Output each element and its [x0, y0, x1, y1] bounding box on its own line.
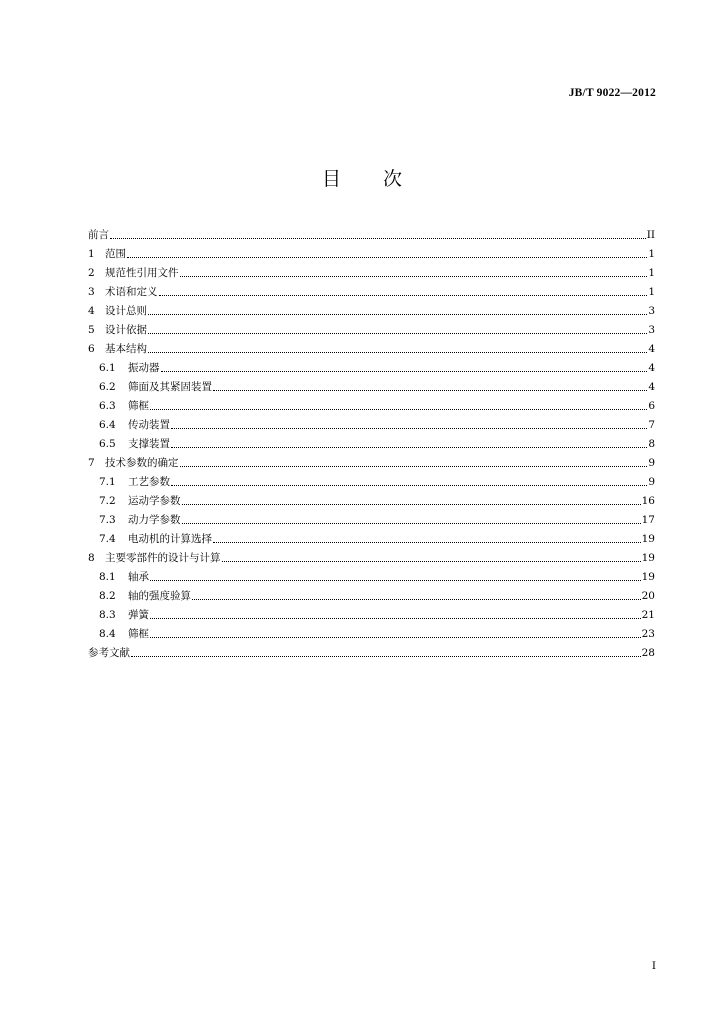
toc-entry[interactable]	[88, 223, 655, 242]
toc-entry-title: 基本结构	[105, 343, 147, 355]
toc-entry-number: 7.1	[99, 476, 116, 488]
toc-dot-leader	[148, 351, 647, 353]
toc-entry[interactable]	[88, 470, 655, 489]
toc-entry-title: 主要零部件的设计与计算	[105, 552, 221, 564]
toc-entry-title: 范围	[105, 248, 126, 260]
toc-entry-title: 动力学参数	[128, 514, 181, 526]
toc-dot-leader	[213, 541, 641, 543]
toc-entry-page: 28	[641, 647, 655, 659]
toc-entry-page: 1	[648, 267, 655, 279]
toc-entry[interactable]	[88, 508, 655, 527]
toc-entry-page: 19	[641, 571, 655, 583]
toc-entry[interactable]	[88, 318, 655, 337]
toc-entry-page: 17	[641, 514, 655, 526]
toc-entry-page: 19	[641, 552, 655, 564]
toc-entry-title: 前言	[88, 229, 109, 241]
toc-entry[interactable]	[88, 527, 655, 546]
toc-entry[interactable]	[88, 280, 655, 299]
toc-dot-leader	[110, 237, 646, 239]
toc-entry-title: 筛框	[128, 400, 149, 412]
toc-entry-page: 16	[641, 495, 655, 507]
toc-dot-leader	[127, 256, 647, 258]
toc-entry-page: 3	[648, 305, 655, 317]
toc-dot-leader	[171, 427, 647, 429]
toc-dot-leader	[148, 313, 647, 315]
toc-entry-number: 7	[88, 457, 95, 469]
toc-entry-number: 6	[88, 343, 95, 355]
toc-entry-number: 2	[88, 267, 95, 279]
toc-dot-leader	[222, 560, 641, 562]
toc-entry-page: 9	[648, 457, 655, 469]
toc-entry[interactable]	[88, 299, 655, 318]
toc-entry[interactable]	[88, 565, 655, 584]
toc-dot-leader	[150, 636, 641, 638]
toc-entry-page: 3	[648, 324, 655, 336]
toc-entry[interactable]	[88, 546, 655, 565]
toc-entry-number: 8.2	[99, 590, 116, 602]
toc-entry-page: 6	[648, 400, 655, 412]
toc-entry-number: 4	[88, 305, 95, 317]
toc-entry-page: 19	[641, 533, 655, 545]
toc-entry-page: 8	[648, 438, 655, 450]
toc-entry[interactable]	[88, 489, 655, 508]
toc-entry-number: 6.5	[99, 438, 116, 450]
toc-entry-page: 7	[648, 419, 655, 431]
standard-code: JB/T 9022—2012	[568, 87, 656, 99]
toc-entry[interactable]	[88, 584, 655, 603]
toc-entry-number: 7.4	[99, 533, 116, 545]
toc-entry-page: 4	[648, 381, 655, 393]
toc-dot-leader	[180, 465, 648, 467]
toc-entry[interactable]	[88, 432, 655, 451]
toc-entry-number: 6.1	[99, 362, 116, 374]
toc-entry-number: 8.3	[99, 609, 116, 621]
toc-entry[interactable]	[88, 603, 655, 622]
toc-dot-leader	[150, 408, 647, 410]
toc-entry-page: 20	[641, 590, 655, 602]
toc-dot-leader	[171, 446, 647, 448]
toc-dot-leader	[180, 275, 648, 277]
toc-entry-number: 7.2	[99, 495, 116, 507]
toc-entry-title: 弹簧	[128, 609, 149, 621]
toc-entry-title: 术语和定义	[105, 286, 158, 298]
toc-entry-number: 8.1	[99, 571, 116, 583]
toc-entry-page: 4	[648, 343, 655, 355]
toc-entry-page: 1	[648, 286, 655, 298]
toc-entry-title: 规范性引用文件	[105, 267, 179, 279]
toc-dot-leader	[150, 579, 641, 581]
toc-entry[interactable]	[88, 622, 655, 641]
toc-entry-title: 支撑装置	[128, 438, 170, 450]
toc-entry-page: 4	[648, 362, 655, 374]
toc-entry-title: 设计依据	[105, 324, 147, 336]
toc-entry-title: 工艺参数	[128, 476, 170, 488]
toc-entry-title: 振动器	[128, 362, 160, 374]
toc-entry-title: 技术参数的确定	[105, 457, 179, 469]
toc-entry[interactable]	[88, 641, 655, 660]
toc-entry[interactable]	[88, 356, 655, 375]
toc-dot-leader	[213, 389, 647, 391]
toc-entry[interactable]	[88, 375, 655, 394]
toc-entry[interactable]	[88, 451, 655, 470]
toc-entry-number: 6.2	[99, 381, 116, 393]
toc-entry-title: 传动装置	[128, 419, 170, 431]
toc-entry-title: 轴承	[128, 571, 149, 583]
toc-entry-title: 筛框	[128, 628, 149, 640]
toc-entry-number: 8	[88, 552, 95, 564]
toc-entry-number: 7.3	[99, 514, 116, 526]
toc-dot-leader	[159, 294, 648, 296]
page-title-char-2: 次	[383, 168, 403, 190]
page-title	[0, 164, 724, 191]
toc-dot-leader	[150, 617, 641, 619]
toc-entry-page: 23	[641, 628, 655, 640]
toc-entry-number: 1	[88, 248, 95, 260]
page-number: I	[651, 960, 656, 972]
toc-entry[interactable]	[88, 394, 655, 413]
toc-entry[interactable]	[88, 413, 655, 432]
toc-dot-leader	[161, 370, 648, 372]
toc-entry-page: 1	[648, 248, 655, 260]
toc-dot-leader	[131, 655, 641, 657]
toc-entry[interactable]	[88, 242, 655, 261]
toc-entry-number: 5	[88, 324, 95, 336]
toc-entry[interactable]	[88, 337, 655, 356]
toc-dot-leader	[182, 522, 641, 524]
toc-entry-title: 运动学参数	[128, 495, 181, 507]
toc-entry[interactable]	[88, 261, 655, 280]
toc-entry-title: 设计总则	[105, 305, 147, 317]
toc-entry-number: 6.3	[99, 400, 116, 412]
toc-entry-number: 8.4	[99, 628, 116, 640]
toc-entry-page: II	[646, 229, 655, 241]
toc-entry-page: 9	[648, 476, 655, 488]
toc-entry-title: 电动机的计算选择	[128, 533, 212, 545]
toc-entry-title: 参考文献	[88, 647, 130, 659]
toc-dot-leader	[182, 503, 641, 505]
toc-dot-leader	[148, 332, 647, 334]
toc-dot-leader	[192, 598, 641, 600]
toc-entry-number: 3	[88, 286, 95, 298]
toc-entry-page: 21	[641, 609, 655, 621]
page-title-char-1: 目	[321, 168, 341, 190]
toc-dot-leader	[171, 484, 647, 486]
toc-entry-title: 筛面及其紧固装置	[128, 381, 212, 393]
table-of-contents	[88, 223, 655, 660]
toc-entry-title: 轴的强度验算	[128, 590, 191, 602]
toc-entry-number: 6.4	[99, 419, 116, 431]
